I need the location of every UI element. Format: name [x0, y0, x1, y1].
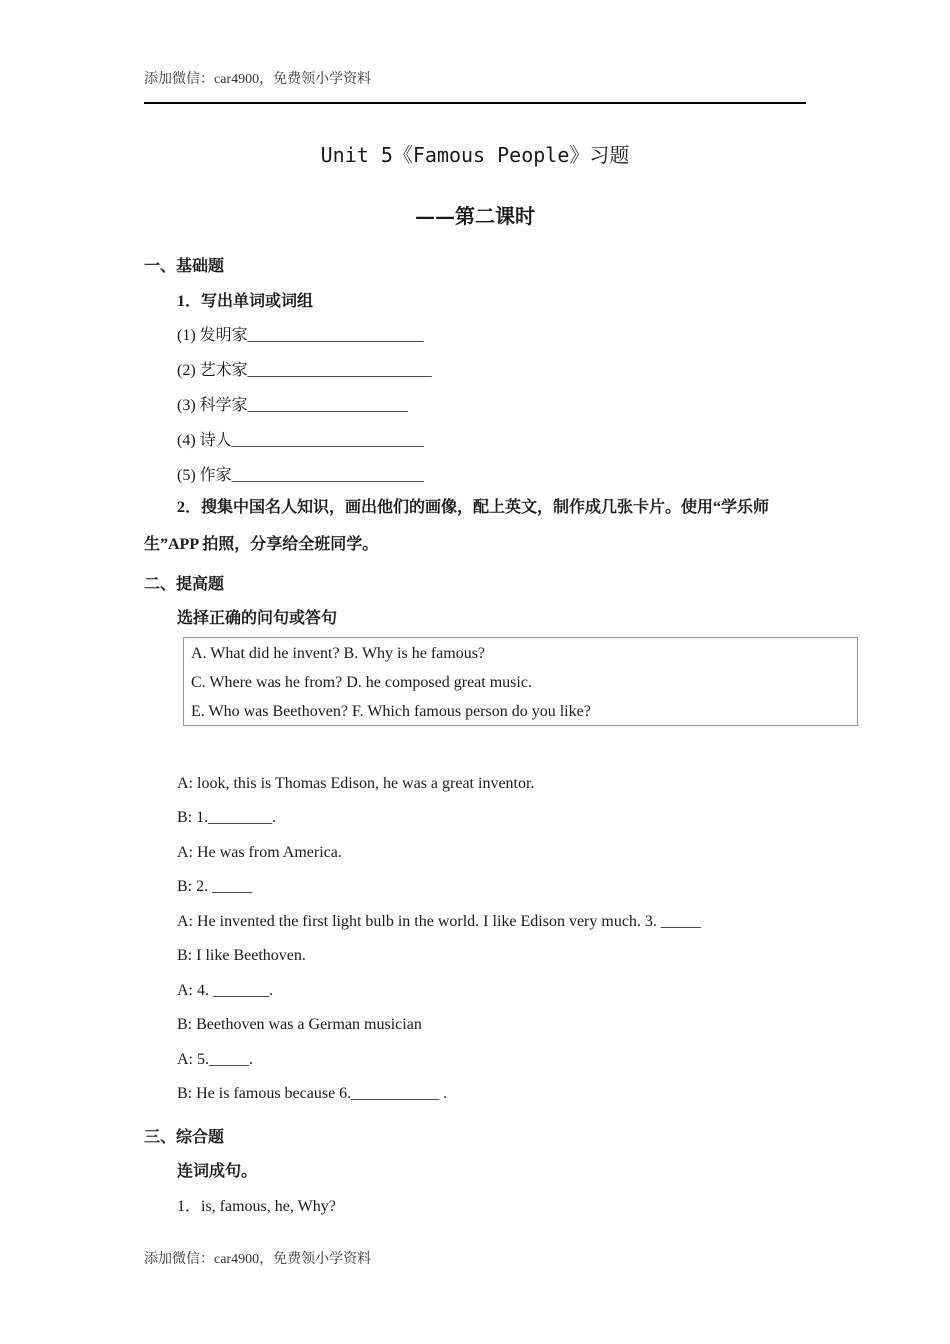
dialogue-line: B: Beethoven was a German musician: [177, 1016, 422, 1033]
section-heading-comprehensive: 三、综合题: [144, 1129, 225, 1146]
footer-watermark: 添加微信：car4900，免费领小学资料: [144, 1252, 372, 1267]
option-line: A. What did he invent? B. Why is he famous?: [191, 645, 486, 662]
question-2-text: 2．搜集中国名人知识，画出他们的画像，配上英文，制作成几张卡片。使用“学乐师生”APP 拍照，分享给全班同学。: [144, 499, 770, 553]
dialogue-line: A: 4. _______.: [177, 982, 273, 999]
page-subtitle: ——第二课时: [415, 204, 535, 228]
dialogue-line: B: 2. _____: [177, 878, 253, 895]
dialogue-line: A: look, this is Thomas Edison, he was a great inventor.: [177, 775, 535, 792]
dialogue-line: B: I like Beethoven.: [177, 947, 306, 964]
vocab-item: (1) 发明家______________________: [177, 327, 424, 344]
dialogue-line: A: 5._____.: [177, 1051, 253, 1068]
sentence-item: 1．is, famous, he, Why?: [177, 1198, 336, 1215]
vocab-item: (2) 艺术家_______________________: [177, 362, 432, 379]
section-heading-advanced: 二、提高题: [144, 576, 225, 593]
section-2-instruction: 选择正确的问句或答句: [177, 610, 338, 627]
section-heading-basic: 一、基础题: [144, 258, 225, 275]
section-3-instruction: 连词成句。: [177, 1163, 258, 1180]
option-line: E. Who was Beethoven? F. Which famous person do you like?: [191, 703, 591, 720]
option-line: C. Where was he from? D. he composed great music.: [191, 674, 532, 691]
dialogue-line: B: He is famous because 6.___________ .: [177, 1085, 448, 1102]
options-box: [183, 637, 858, 726]
dialogue-line: B: 1.________.: [177, 809, 277, 826]
header-divider: [144, 102, 806, 104]
page-title: Unit 5《Famous People》习题: [320, 143, 630, 167]
dialogue-line: A: He invented the first light bulb in the world. I like Edison very much. 3. _____: [177, 913, 701, 930]
vocab-item: (4) 诗人________________________: [177, 432, 424, 449]
header-watermark: 添加微信：car4900，免费领小学资料: [144, 72, 372, 87]
vocab-item: (3) 科学家____________________: [177, 397, 408, 414]
question-1-label: 1．写出单词或词组: [177, 293, 314, 310]
vocab-item: (5) 作家________________________: [177, 467, 424, 484]
dialogue-line: A: He was from America.: [177, 844, 342, 861]
